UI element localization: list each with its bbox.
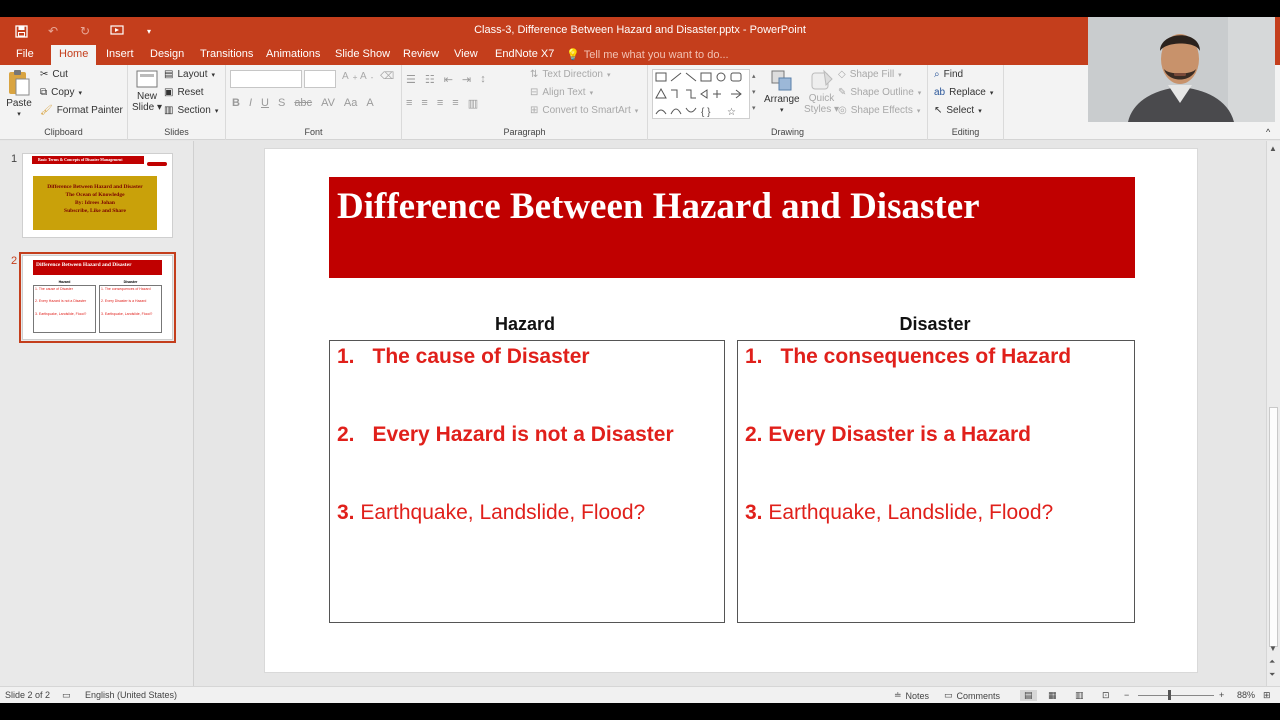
comments-button[interactable]: ▭ Comments xyxy=(944,690,1001,701)
select-icon: ↖ xyxy=(934,105,943,116)
decrease-indent-icon[interactable]: ⇤ xyxy=(443,74,453,86)
paint-bucket-icon: ◇ xyxy=(838,69,846,80)
change-case-icon[interactable]: Aa xyxy=(343,97,358,109)
layout-button[interactable]: ▤ Layout ▾ xyxy=(164,69,215,80)
slide-title: Difference Between Hazard and Disaster xyxy=(337,186,980,227)
text-direction-button[interactable]: ⇅ Text Direction ▾ xyxy=(530,69,611,80)
paragraph-group xyxy=(402,65,648,140)
bold-icon[interactable]: B xyxy=(232,97,240,109)
slideshow-view-icon[interactable]: ⊡ xyxy=(1102,690,1110,700)
char-spacing-icon[interactable]: AV xyxy=(321,97,335,109)
tell-me-box[interactable] xyxy=(566,45,729,65)
hazard-item-1: 1. The cause of Disaster xyxy=(337,345,590,368)
arrange-button[interactable]: Arrange ▾ xyxy=(764,69,800,114)
shape-effects-button[interactable]: ◎ Shape Effects ▾ xyxy=(838,105,921,116)
scroll-down-icon[interactable]: ▼ xyxy=(1269,644,1277,653)
thumb2-title: Difference Between Hazard and Disaster xyxy=(33,260,162,275)
tab-slide-show[interactable]: Slide Show xyxy=(335,48,391,60)
disaster-item-3: 3. Earthquake, Landslide, Flood? xyxy=(745,501,1054,524)
spellcheck-icon[interactable]: ▭ xyxy=(62,690,71,700)
replace-button[interactable]: ab Replace ▾ xyxy=(934,87,994,98)
brush-icon: 🖌 xyxy=(40,105,53,116)
font-size-box[interactable] xyxy=(304,70,336,88)
thumbnail-number: 2 xyxy=(11,255,18,267)
shape-outline-button[interactable]: ✎ Shape Outline ▾ xyxy=(838,87,922,98)
arrange-icon xyxy=(770,69,794,93)
svg-text:☆: ☆ xyxy=(727,107,736,118)
shapes-gallery-scroll[interactable]: ▴ ▾ ▾ xyxy=(752,73,756,112)
window-title: Class-3, Difference Between Hazard and Disaster.pptx - PowerPoint xyxy=(474,24,806,36)
thumb2-col-right: Disaster xyxy=(123,280,138,284)
reset-button[interactable]: ▣ Reset xyxy=(164,87,204,98)
slide-thumbnails-pane xyxy=(0,141,194,686)
slides-label: Slides xyxy=(164,127,189,137)
clipboard-label: Clipboard xyxy=(44,127,83,137)
thumb1-logo xyxy=(147,162,167,166)
zoom-out-icon[interactable]: − xyxy=(1124,690,1130,700)
paste-icon xyxy=(6,69,32,97)
increase-font-icon[interactable]: A + xyxy=(342,71,358,82)
tab-home[interactable]: Home xyxy=(51,45,96,65)
lightbulb-icon: 💡 xyxy=(566,48,580,61)
disaster-box[interactable] xyxy=(737,340,1135,623)
comment-icon: ▭ xyxy=(944,690,953,700)
copy-button[interactable]: ⧉ Copy ▾ xyxy=(40,87,83,98)
decrease-font-icon[interactable]: A - xyxy=(360,71,374,82)
paragraph-label: Paragraph xyxy=(503,127,546,137)
shapes-icon xyxy=(653,70,751,120)
scroll-up-icon[interactable]: ▲ xyxy=(1269,144,1277,153)
hazard-item-2: 2. Every Hazard is not a Disaster xyxy=(337,423,674,446)
webcam-overlay xyxy=(1088,17,1275,122)
pen-icon: ✎ xyxy=(838,87,847,98)
scrollbar-thumb[interactable] xyxy=(1269,407,1278,647)
customize-toolbar-icon[interactable]: ▾ xyxy=(146,26,151,36)
thumb2-right-box: 1. The consequences of Hazard 2. Every Disaster is a Hazard 3. Earthquake, Landslide, Flood? xyxy=(99,285,162,333)
tab-view[interactable]: View xyxy=(454,48,478,60)
bullets-icon[interactable]: ☰ xyxy=(406,74,416,86)
shadow-icon[interactable]: S xyxy=(277,97,286,109)
text-direction-icon: ⇅ xyxy=(530,69,539,80)
thumb2-left-box: 1. The cause of Disaster 2. Every Hazard is not a Disaster 3. Earthquake, Landslide, Flood? xyxy=(33,285,96,333)
font-group xyxy=(226,65,402,140)
status-bar xyxy=(0,686,1280,703)
redo-icon[interactable]: ↻ xyxy=(79,24,91,38)
slide[interactable] xyxy=(264,148,1198,673)
hazard-item-3: 3. Earthquake, Landslide, Flood? xyxy=(337,501,646,524)
editing-label: Editing xyxy=(951,127,980,137)
tab-insert[interactable]: Insert xyxy=(106,48,134,60)
svg-text:{ }: { } xyxy=(701,107,711,118)
smartart-icon: ⊞ xyxy=(530,105,539,116)
slide-sorter-icon[interactable]: ▦ xyxy=(1048,690,1057,700)
align-text-button[interactable]: ⊟ Align Text ▾ xyxy=(530,87,594,98)
increase-indent-icon[interactable]: ⇥ xyxy=(461,74,472,86)
clipboard-group xyxy=(0,65,128,140)
collapse-ribbon-icon[interactable]: ^ xyxy=(1266,127,1271,137)
powerpoint-window xyxy=(0,17,1280,703)
zoom-slider-handle[interactable] xyxy=(1168,690,1171,700)
font-label: Font xyxy=(304,127,323,137)
editing-group xyxy=(928,65,1004,140)
tab-review[interactable]: Review xyxy=(403,48,440,60)
select-button[interactable]: ↖ Select ▾ xyxy=(934,105,982,116)
fit-to-window-icon[interactable]: ⊞ xyxy=(1263,690,1271,700)
thumb1-body: Difference Between Hazard and Disaster The Ocean of Knowledge By: Idrees Johan Subscribe, Like and Share xyxy=(33,176,157,230)
list-row xyxy=(406,73,486,86)
columns-icon[interactable]: ▥ xyxy=(467,98,479,110)
paste-button[interactable]: Paste ▾ xyxy=(6,69,32,118)
slide-counter: Slide 2 of 2 xyxy=(5,690,51,700)
thumb1-header: Basic Terms & Concepts of Disaster Management xyxy=(32,156,144,164)
quick-styles-icon xyxy=(810,69,834,93)
disaster-heading[interactable]: Disaster xyxy=(899,314,971,334)
font-name-box[interactable] xyxy=(230,70,302,88)
align-right-icon[interactable]: ≡ xyxy=(436,97,444,109)
drawing-label: Drawing xyxy=(770,127,804,137)
notes-button[interactable]: ≐ Notes xyxy=(894,690,930,701)
clear-format-icon[interactable]: ⌫ xyxy=(380,71,395,82)
find-icon: ⌕ xyxy=(934,69,940,80)
thumb2-col-left: Hazard xyxy=(58,280,71,284)
align-row xyxy=(406,97,478,110)
previous-slide-icon[interactable]: ⏶ xyxy=(1269,657,1276,666)
section-button[interactable]: ▥ Section ▾ xyxy=(164,105,219,116)
line-spacing-icon[interactable]: ↕ xyxy=(480,73,486,85)
effects-icon: ◎ xyxy=(838,105,847,116)
thumbnail-slide-1[interactable] xyxy=(22,153,173,238)
tell-me-text: Tell me what you want to do... xyxy=(583,48,729,61)
title-placeholder[interactable] xyxy=(329,177,1135,278)
strikethrough-icon[interactable]: abc xyxy=(294,97,313,109)
find-button[interactable]: ⌕ Find xyxy=(934,69,964,80)
next-slide-icon[interactable]: ⏷ xyxy=(1269,670,1276,679)
slide-editor xyxy=(194,141,1266,686)
italic-icon[interactable]: I xyxy=(248,97,253,109)
font-color-icon[interactable]: A xyxy=(366,97,374,109)
tab-animations[interactable]: Animations xyxy=(266,48,321,60)
language-indicator[interactable]: English (United States) xyxy=(85,690,178,700)
drawing-group xyxy=(648,65,928,140)
slides-group xyxy=(128,65,226,140)
shape-fill-button[interactable]: ◇ Shape Fill ▾ xyxy=(838,69,902,80)
justify-icon[interactable]: ≡ xyxy=(452,97,459,109)
notes-icon: ≐ xyxy=(894,690,902,700)
align-text-icon: ⊟ xyxy=(530,87,539,98)
zoom-in-icon[interactable]: + xyxy=(1219,690,1225,700)
underline-icon[interactable]: U xyxy=(261,97,269,109)
scissors-icon: ✂ xyxy=(40,69,49,80)
section-icon: ▥ xyxy=(164,105,174,116)
tab-design[interactable]: Design xyxy=(150,48,185,60)
shapes-gallery[interactable] xyxy=(652,69,750,119)
thumbnail-slide-2[interactable] xyxy=(22,255,173,340)
undo-icon[interactable]: ↶ xyxy=(47,24,59,38)
zoom-slider[interactable] xyxy=(1138,695,1214,696)
tab-transitions[interactable]: Transitions xyxy=(200,48,254,60)
layout-icon: ▤ xyxy=(164,69,174,80)
hazard-heading[interactable]: Hazard xyxy=(494,314,556,334)
new-slide-icon xyxy=(135,69,159,91)
align-center-icon[interactable]: ≡ xyxy=(421,97,428,109)
reading-view-icon[interactable]: ▥ xyxy=(1075,690,1084,700)
quick-styles-button[interactable]: Quick Styles ▾ xyxy=(804,69,839,115)
format-painter-button[interactable]: 🖌 Format Painter xyxy=(40,105,123,116)
replace-icon: ab xyxy=(934,87,946,98)
tab-file[interactable]: File xyxy=(16,48,34,60)
convert-smartart-button[interactable]: ⊞ Convert to SmartArt ▾ xyxy=(530,105,639,116)
tab-endnote[interactable]: EndNote X7 xyxy=(495,48,555,60)
reset-icon: ▣ xyxy=(164,87,174,98)
hazard-box[interactable] xyxy=(329,340,725,623)
normal-view-icon[interactable]: ▤ xyxy=(1020,690,1037,701)
copy-icon: ⧉ xyxy=(40,87,48,98)
zoom-level[interactable]: 88% xyxy=(1237,690,1256,700)
thumbnail-number: 1 xyxy=(11,153,18,165)
disaster-item-2: 2. Every Disaster is a Hazard xyxy=(745,423,1032,446)
cut-button[interactable]: ✂ Cut xyxy=(40,69,68,80)
disaster-item-1: 1. The consequences of Hazard xyxy=(745,345,1072,368)
font-format-row xyxy=(232,97,374,109)
presenter-image xyxy=(1088,17,1275,122)
align-left-icon[interactable]: ≡ xyxy=(406,97,413,109)
numbering-icon[interactable]: ☷ xyxy=(424,74,435,86)
vertical-scrollbar[interactable] xyxy=(1266,141,1280,686)
new-slide-button[interactable]: New Slide ▾ xyxy=(132,69,162,113)
